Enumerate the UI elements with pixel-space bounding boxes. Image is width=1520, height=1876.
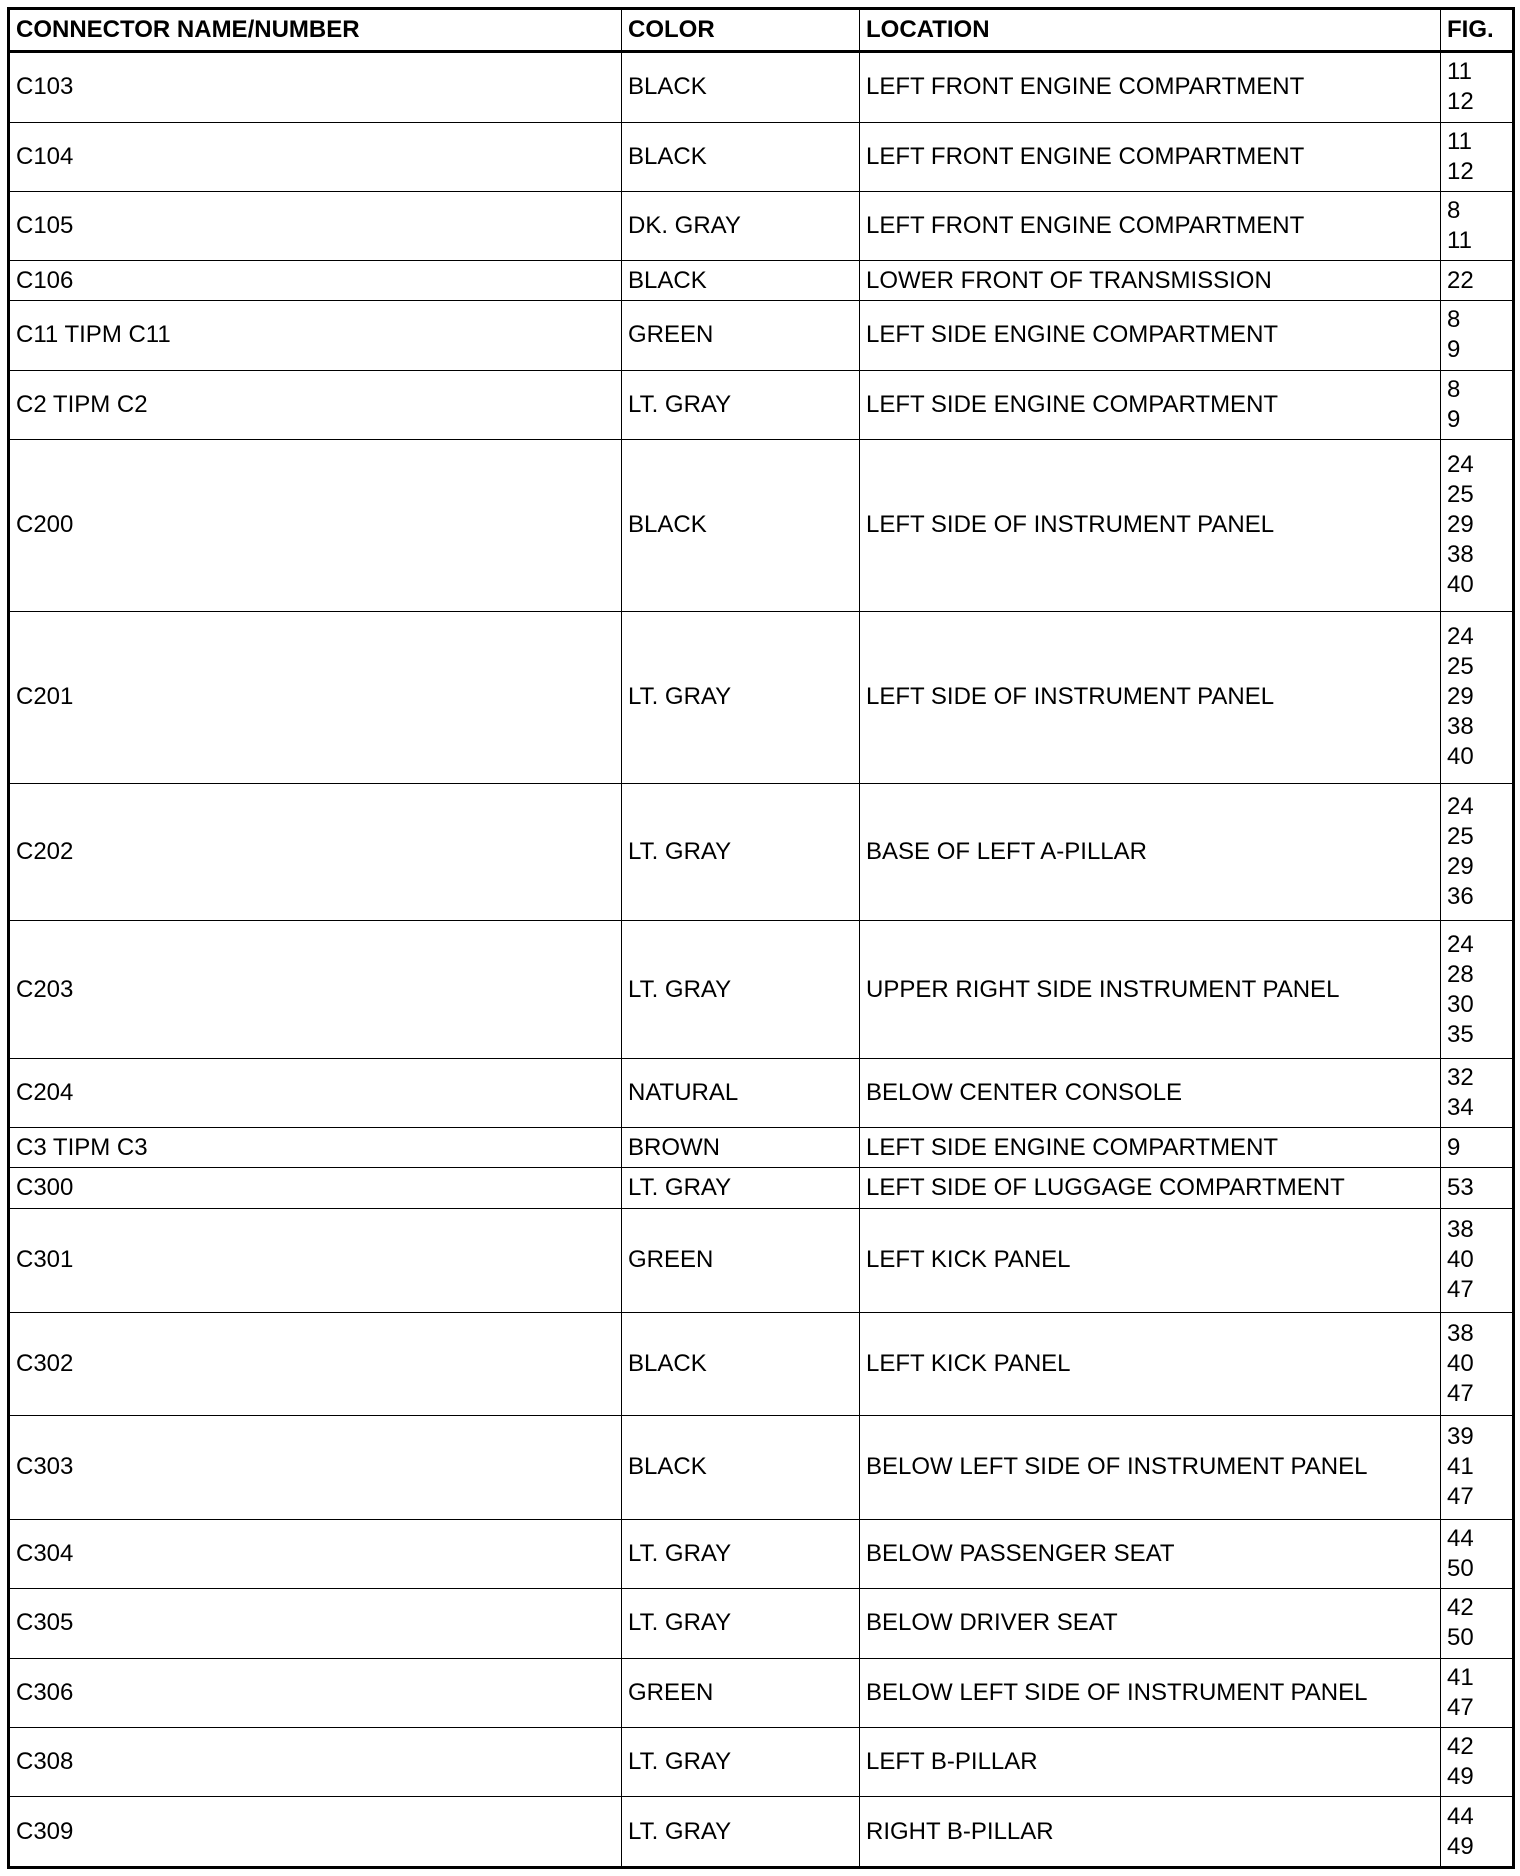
fig-number: 42 [1447,1594,1474,1622]
fig-number: 24 [1447,623,1474,651]
fig-number: 41 [1447,1663,1474,1691]
color-cell: LT. GRAY [622,1797,860,1868]
fig-number: 38 [1447,1319,1474,1347]
fig-number: 42 [1447,1733,1474,1761]
table-row [9,1128,1514,1168]
fig-number: 9 [1447,1133,1461,1161]
fig-number: 34 [1447,1094,1474,1122]
location-cell: LEFT FRONT ENGINE COMPARTMENT [860,191,1441,260]
fig-number: 9 [1447,336,1461,364]
fig-cell [1441,921,1514,1059]
location-cell: LEFT SIDE ENGINE COMPARTMENT [860,301,1441,370]
color-cell: BLACK [622,52,860,123]
table-row [9,122,1514,191]
connector-name-cell: C3 TIPM C3 [9,1128,622,1168]
color-cell: GREEN [622,1658,860,1727]
connector-table-document [7,7,1512,1869]
connector-name-cell: C301 [9,1209,622,1313]
fig-number: 47 [1447,1693,1474,1721]
fig-number: 36 [1447,882,1474,910]
fig-number: 50 [1447,1554,1474,1582]
connector-name-cell: C303 [9,1416,622,1520]
fig-number: 12 [1447,157,1474,185]
location-cell: LEFT SIDE OF INSTRUMENT PANEL [860,439,1441,611]
color-cell: DK. GRAY [622,191,860,260]
fig-cell [1441,783,1514,921]
header-row [9,9,1514,52]
fig-number: 47 [1447,1276,1474,1304]
fig-number: 29 [1447,511,1474,539]
header-location: LOCATION [860,9,1441,52]
header-color: COLOR [622,9,860,52]
fig-cell [1441,1416,1514,1520]
color-cell: BLACK [622,122,860,191]
connector-name-cell: C11 TIPM C11 [9,301,622,370]
fig-number: 44 [1447,1802,1474,1830]
table-row [9,1727,1514,1796]
table-row [9,1519,1514,1588]
fig-cell [1441,261,1514,301]
color-cell: LT. GRAY [622,783,860,921]
table-row [9,52,1514,123]
color-cell: GREEN [622,1209,860,1313]
fig-cell [1441,1519,1514,1588]
header-connector-name: CONNECTOR NAME/NUMBER [9,9,622,52]
color-cell: LT. GRAY [622,611,860,783]
fig-cell [1441,1168,1514,1209]
color-cell: LT. GRAY [622,1727,860,1796]
fig-number: 38 [1447,1216,1474,1244]
fig-cell [1441,1128,1514,1168]
fig-number: 25 [1447,653,1474,681]
connector-name-cell: C200 [9,439,622,611]
fig-number: 24 [1447,792,1474,820]
fig-number: 41 [1447,1453,1474,1481]
table-row [9,1168,1514,1209]
fig-number: 39 [1447,1423,1474,1451]
fig-number: 12 [1447,88,1474,116]
table-row [9,783,1514,921]
fig-number: 28 [1447,960,1474,988]
table-row [9,921,1514,1059]
fig-number: 9 [1447,405,1461,433]
table-row [9,1209,1514,1313]
fig-cell [1441,1797,1514,1868]
connector-name-cell: C203 [9,921,622,1059]
fig-number: 32 [1447,1064,1474,1092]
fig-number: 47 [1447,1379,1474,1407]
color-cell: BLACK [622,439,860,611]
location-cell: RIGHT B-PILLAR [860,1797,1441,1868]
fig-cell [1441,191,1514,260]
fig-number: 24 [1447,451,1474,479]
table-row [9,611,1514,783]
color-cell: LT. GRAY [622,921,860,1059]
color-cell: BLACK [622,1416,860,1520]
color-cell: LT. GRAY [622,1168,860,1209]
color-cell: LT. GRAY [622,1519,860,1588]
fig-number: 30 [1447,990,1474,1018]
fig-cell [1441,370,1514,439]
fig-number: 25 [1447,481,1474,509]
fig-number: 8 [1447,306,1461,334]
fig-number: 29 [1447,683,1474,711]
location-cell: LEFT SIDE OF INSTRUMENT PANEL [860,611,1441,783]
fig-number: 38 [1447,713,1474,741]
connector-name-cell: C106 [9,261,622,301]
color-cell: BLACK [622,1312,860,1416]
location-cell: LEFT SIDE OF LUGGAGE COMPARTMENT [860,1168,1441,1209]
table-row [9,1416,1514,1520]
fig-number: 40 [1447,743,1474,771]
table-row [9,370,1514,439]
fig-number: 11 [1447,58,1472,86]
location-cell: LEFT KICK PANEL [860,1209,1441,1313]
table-body [9,52,1514,1868]
location-cell: BELOW LEFT SIDE OF INSTRUMENT PANEL [860,1416,1441,1520]
connector-name-cell: C105 [9,191,622,260]
fig-cell [1441,439,1514,611]
color-cell: BLACK [622,261,860,301]
color-cell: LT. GRAY [622,370,860,439]
fig-cell [1441,611,1514,783]
fig-number: 50 [1447,1624,1474,1652]
fig-cell [1441,52,1514,123]
fig-number: 24 [1447,930,1474,958]
fig-number: 53 [1447,1174,1474,1202]
fig-cell [1441,1589,1514,1658]
fig-number: 40 [1447,1246,1474,1274]
color-cell: BROWN [622,1128,860,1168]
connector-name-cell: C302 [9,1312,622,1416]
fig-cell [1441,301,1514,370]
table-row [9,301,1514,370]
fig-cell [1441,1058,1514,1127]
fig-number: 8 [1447,197,1461,225]
fig-number: 47 [1447,1483,1474,1511]
color-cell: GREEN [622,301,860,370]
connector-name-cell: C103 [9,52,622,123]
table-row [9,439,1514,611]
fig-cell [1441,1727,1514,1796]
location-cell: BELOW LEFT SIDE OF INSTRUMENT PANEL [860,1658,1441,1727]
connector-name-cell: C104 [9,122,622,191]
connector-table [7,7,1515,1869]
connector-name-cell: C305 [9,1589,622,1658]
fig-cell [1441,1312,1514,1416]
fig-number: 38 [1447,541,1474,569]
fig-number: 44 [1447,1524,1474,1552]
connector-name-cell: C300 [9,1168,622,1209]
fig-number: 11 [1447,127,1472,155]
location-cell: LEFT SIDE ENGINE COMPARTMENT [860,370,1441,439]
location-cell: BELOW DRIVER SEAT [860,1589,1441,1658]
header-fig: FIG. [1441,9,1514,52]
location-cell: BELOW PASSENGER SEAT [860,1519,1441,1588]
location-cell: BELOW CENTER CONSOLE [860,1058,1441,1127]
fig-cell [1441,122,1514,191]
fig-cell [1441,1658,1514,1727]
connector-name-cell: C304 [9,1519,622,1588]
fig-cell [1441,1209,1514,1313]
fig-number: 11 [1447,227,1472,255]
table-row [9,191,1514,260]
location-cell: LEFT KICK PANEL [860,1312,1441,1416]
fig-number: 49 [1447,1832,1474,1860]
location-cell: UPPER RIGHT SIDE INSTRUMENT PANEL [860,921,1441,1059]
connector-name-cell: C309 [9,1797,622,1868]
table-row [9,1312,1514,1416]
table-row [9,1058,1514,1127]
location-cell: LOWER FRONT OF TRANSMISSION [860,261,1441,301]
connector-name-cell: C2 TIPM C2 [9,370,622,439]
fig-number: 49 [1447,1763,1474,1791]
table-row [9,1589,1514,1658]
table-row [9,261,1514,301]
fig-number: 8 [1447,375,1461,403]
location-cell: LEFT FRONT ENGINE COMPARTMENT [860,52,1441,123]
color-cell: NATURAL [622,1058,860,1127]
fig-number: 22 [1447,266,1474,294]
location-cell: LEFT SIDE ENGINE COMPARTMENT [860,1128,1441,1168]
connector-name-cell: C308 [9,1727,622,1796]
table-row [9,1797,1514,1868]
connector-name-cell: C202 [9,783,622,921]
connector-name-cell: C306 [9,1658,622,1727]
fig-number: 29 [1447,852,1474,880]
table-row [9,1658,1514,1727]
color-cell: LT. GRAY [622,1589,860,1658]
location-cell: LEFT FRONT ENGINE COMPARTMENT [860,122,1441,191]
fig-number: 40 [1447,1349,1474,1377]
fig-number: 35 [1447,1020,1474,1048]
location-cell: LEFT B-PILLAR [860,1727,1441,1796]
fig-number: 25 [1447,822,1474,850]
connector-name-cell: C204 [9,1058,622,1127]
connector-name-cell: C201 [9,611,622,783]
fig-number: 40 [1447,571,1474,599]
location-cell: BASE OF LEFT A-PILLAR [860,783,1441,921]
